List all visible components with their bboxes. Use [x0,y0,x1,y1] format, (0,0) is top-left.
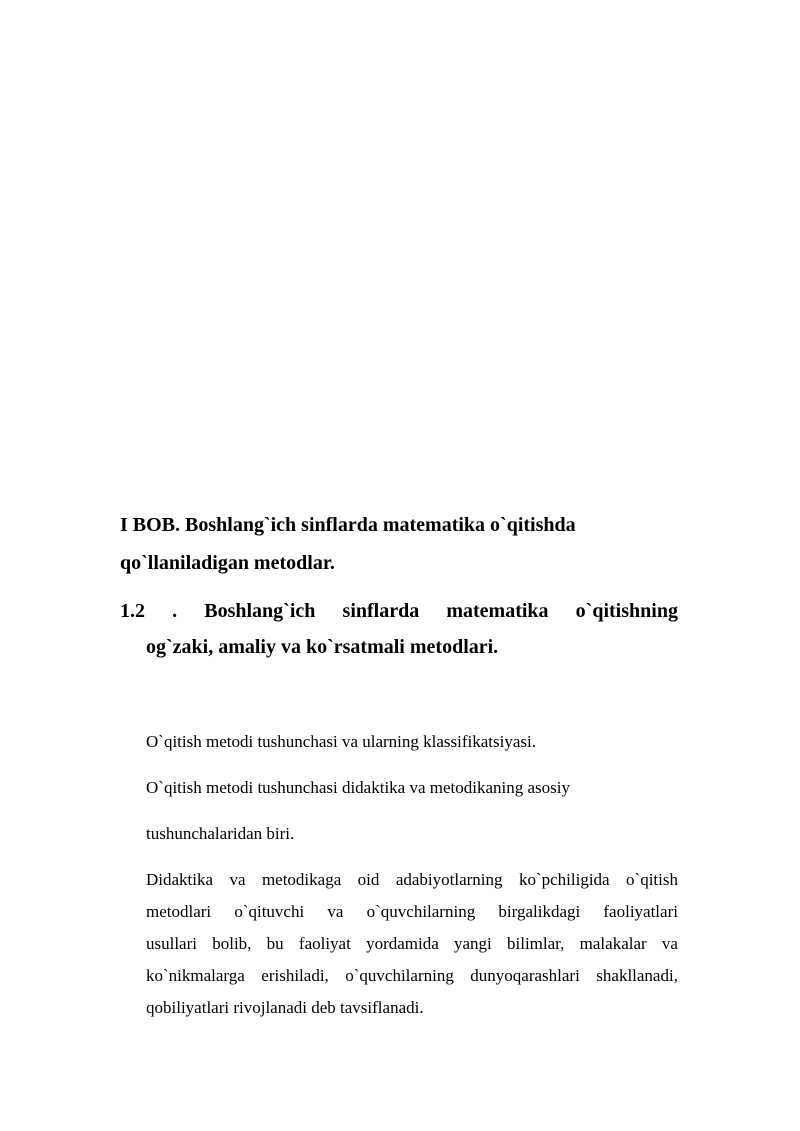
word: yordamida [366,934,439,953]
paragraph-2: O`qitish metodi tushunchasi didaktika va metodikaning asosiy [146,778,570,797]
word: metodikaga [261,870,342,889]
word: o`quvchilarning [345,966,454,985]
word: adabiyotlarning [395,870,503,889]
chapter-title-line-2: qo`llaniladigan metodlar. [120,552,335,574]
word: faoliyatlari [603,902,678,921]
paragraph-4 [146,864,678,1024]
paragraph-4-line-5: qobiliyatlari rivojlanadi deb tavsiflanadi. [146,998,424,1017]
word: bu [266,934,284,953]
paragraph-3: tushunchalaridan biri. [146,824,295,843]
section-word: sinflarda [342,600,420,622]
word: o`quvchilarning [366,902,476,921]
word: bilimlar, [507,934,565,953]
word: dunyoqarashlari [470,966,580,985]
section-word: Boshlang`ich [204,600,316,622]
section-dot: . [172,600,178,622]
chapter-title-line-1: I BOB. Boshlang`ich sinflarda matematika o`qitishda [120,514,576,536]
word: yangi [454,934,492,953]
word: va [229,870,246,889]
word: usullari [146,934,197,953]
word: oid [357,870,380,889]
paragraph-1: O`qitish metodi tushunchasi va ularning klassifikatsiyasi. [146,732,537,751]
paragraph-4-line-2 [146,896,678,928]
word: va [661,934,678,953]
section-word: o`qitishning [575,600,678,622]
paragraph-4-line-1 [146,864,678,896]
word: malakalar [579,934,647,953]
section-heading-line-1 [120,593,678,629]
chapter-title [120,506,680,582]
word: ko`nikmalarga [146,966,245,985]
word: Didaktika [146,870,214,889]
word: metodlari [146,902,212,921]
word: birgalikdagi [498,902,581,921]
word: bolib, [212,934,252,953]
word: o`qituvchi [234,902,305,921]
section-number: 1.2 [120,600,145,622]
section-word: matematika [446,600,549,622]
word: shakllanadi, [596,966,678,985]
paragraph-4-line-3 [146,928,678,960]
section-heading-line-2: og`zaki, amaliy va ko`rsatmali metodlari. [146,636,499,658]
word: o`qitish [626,870,678,889]
word: va [327,902,344,921]
word: ko`pchiligida [518,870,610,889]
paragraph-4-line-4 [146,960,678,992]
word: faoliyat [298,934,351,953]
section-heading [120,593,678,665]
word: erishiladi, [261,966,329,985]
